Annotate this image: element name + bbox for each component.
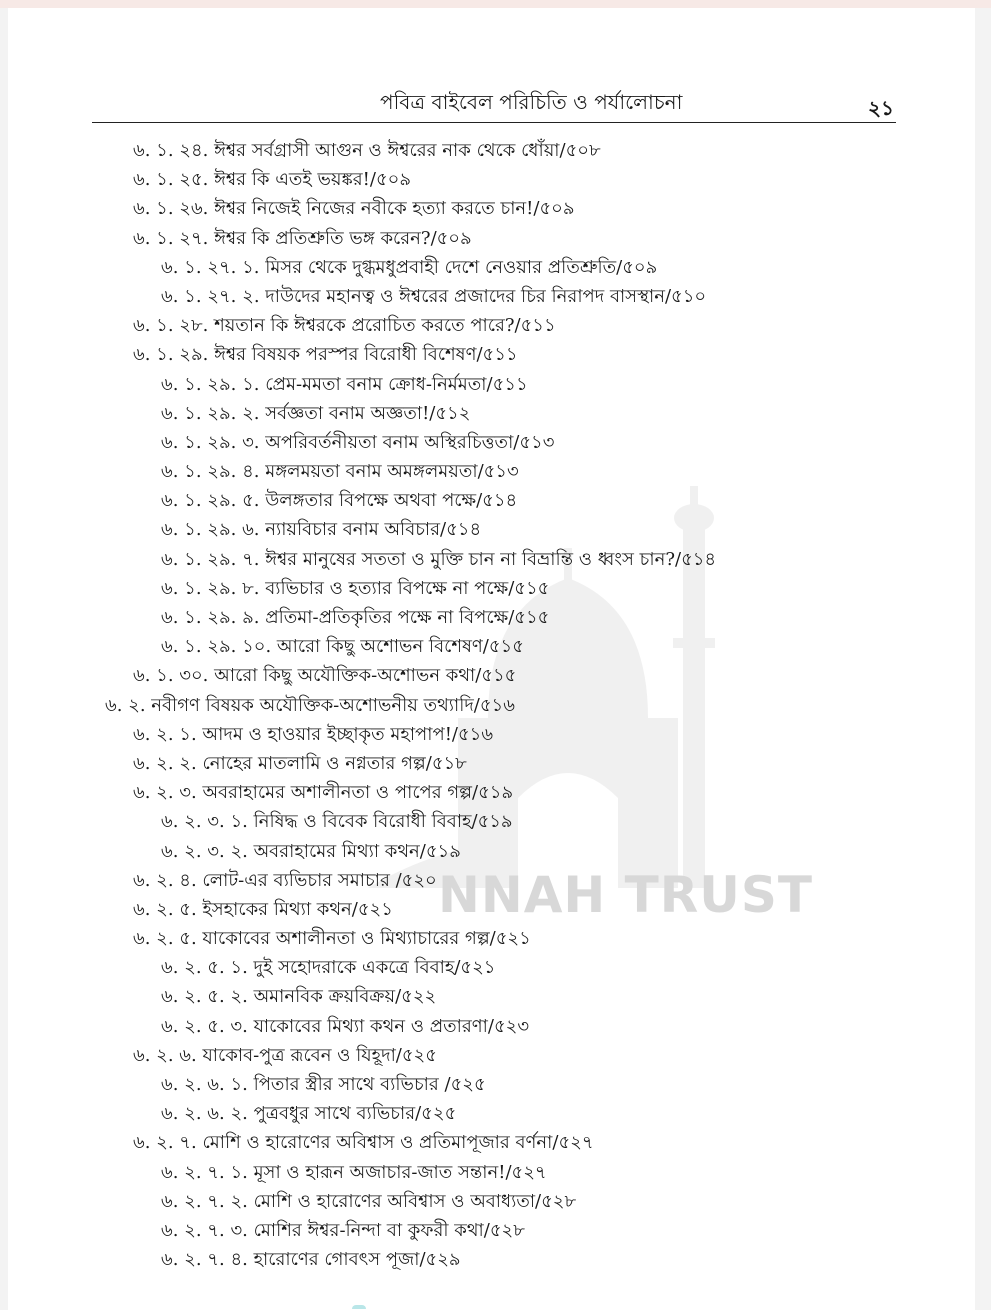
toc-entry: ৬. ১. ২৯. ৪. মঙ্গলময়তা বনাম অমঙ্গলময়তা/৫১৩ (161, 461, 519, 483)
toc-entry: ৬. ১. ২৯. ৬. ন্যায়বিচার বনাম অবিচার/৫১৪ (161, 519, 482, 541)
toc-entry: ৬. ১. ২৯. ৭. ঈশ্বর মানুষের সততা ও মুক্তি চান না বিভ্রান্তি ও ধ্বংস চান?/৫১৪ (161, 548, 717, 570)
page-header (92, 86, 896, 123)
toc-entry: ৬. ১. ২৯. ঈশ্বর বিষয়ক পরস্পর বিরোধী বিশেষণ/৫১১ (133, 344, 518, 366)
toc-entry: ৬. ১. ২৯. ৮. ব্যভিচার ও হত্যার বিপক্ষে না পক্ষে/৫১৫ (161, 577, 550, 599)
running-title: পবিত্র বাইবেল পরিচিতি ও পর্যালোচনা (380, 90, 683, 114)
toc-entry: ৬. ২. ৩. ১. নিষিদ্ধ ও বিবেক বিরোধী বিবাহ/৫১৯ (161, 811, 513, 833)
toc-entry: ৬. ১. ২৯. ৩. অপরিবর্তনীয়তা বনাম অস্থিরচিত্ততা/৫১৩ (161, 431, 555, 453)
toc-entry: ৬. ২. ৫. ১. দুই সহোদরাকে একত্রে বিবাহ/৫২১ (161, 957, 496, 979)
toc-entry: ৬. ২. ১. আদম ও হাওয়ার ইচ্ছাকৃত মহাপাপ!/৫১৬ (133, 723, 494, 745)
toc-entry: ৬. ১. ২৭. ঈশ্বর কি প্রতিশ্রুতি ভঙ্গ করেন?/৫০৯ (133, 227, 472, 249)
toc-entry: ৬. ১. ২৫. ঈশ্বর কি এতই ভয়ঙ্কর!/৫০৯ (133, 169, 412, 191)
toc-entry: ৬. ২. ৭. মোশি ও হারোণের অবিশ্বাস ও প্রতিমাপূজার বর্ণনা/৫২৭ (133, 1132, 594, 1154)
toc-entry: ৬. ১. ৩০. আরো কিছু অযৌক্তিক-অশোভন কথা/৫১৫ (133, 665, 517, 687)
toc-entry: ৬. ১. ২৯. ৯. প্রতিমা-প্রতিকৃতির পক্ষে না বিপক্ষে/৫১৫ (161, 607, 550, 628)
toc-entry: ৬. ১. ২৬. ঈশ্বর নিজেই নিজের নবীকে হত্যা করতে চান!/৫০৯ (133, 198, 575, 220)
toc-entry: ৬. ২. ৭. ৪. হারোণের গোবৎস পূজা/৫২৯ (161, 1249, 461, 1271)
toc-entry: ৬. ২. ৭. ১. মূসা ও হারূন অজাচার-জাত সন্তান!/৫২৭ (161, 1161, 547, 1183)
toc-entry: ৬. ১. ২৭. ২. দাউদের মহানত্ব ও ঈশ্বরের প্রজাদের চির নিরাপদ বাসস্থান/৫১০ (161, 285, 707, 307)
toc-entry: ৬. ২. ৫. ৩. যাকোবের মিথ্যা কথন ও প্রতারণা/৫২৩ (161, 1015, 530, 1037)
toc-entry: ৬. ১. ২৯. ৫. উলঙ্গতার বিপক্ষে অথবা পক্ষে/৫১৪ (161, 490, 518, 512)
toc-entry: ৬. ২. ৫. যাকোবের অশালীনতা ও মিথ্যাচারের গল্প/৫২১ (133, 928, 531, 950)
watermark-text: NNAH TRUST (438, 866, 813, 924)
toc-entry: ৬. ২. ৬. যাকোব-পুত্র রূবেন ও যিহূদা/৫২৫ (133, 1044, 437, 1066)
document-page (8, 8, 975, 1310)
toc-entry: ৬. ১. ২৮. শয়তান কি ঈশ্বরকে প্ররোচিত করতে পারে?/৫১১ (133, 315, 556, 337)
toc-entry: ৬. ২. ৩. ২. অবরাহামের মিথ্যা কথন/৫১৯ (161, 840, 461, 862)
toc-entry: ৬. ২. ৬. ২. পুত্রবধুর সাথে ব্যভিচার/৫২৫ (161, 1103, 457, 1125)
toc-entry: ৬. ১. ২৪. ঈশ্বর সর্বগ্রাসী আগুন ও ঈশ্বরের নাক থেকে ধোঁয়া/৫০৮ (133, 140, 601, 161)
table-of-contents (8, 136, 975, 1274)
toc-entry: ৬. ২. ৫. ২. অমানবিক ক্রয়বিক্রয়/৫২২ (161, 986, 437, 1008)
toc-entry: ৬. ২. ৭. ৩. মোশির ঈশ্বর-নিন্দা বা কুফরী কথা/৫২৮ (161, 1219, 525, 1241)
toc-entry: ৬. ২. ২. নোহের মাতলামি ও নগ্নতার গল্প/৫১৮ (133, 752, 467, 774)
toc-entry: ৬. ১. ২৯. ২. সর্বজ্ঞতা বনাম অজ্ঞতা!/৫১২ (161, 402, 471, 424)
toc-entry: ৬. ১. ২৯. ১. প্রেম-মমতা বনাম ক্রোধ-নির্মমতা/৫১১ (161, 373, 528, 395)
toc-entry: ৬. ১. ২৯. ১০. আরো কিছু অশোভন বিশেষণ/৫১৫ (161, 636, 524, 658)
toc-entry: ৬. ২. ৩. অবরাহামের অশালীনতা ও পাপের গল্প/৫১৯ (133, 782, 514, 804)
page-number: ২১ (868, 96, 894, 120)
toc-entry: ৬. ১. ২৭. ১. মিসর থেকে দুগ্ধমধুপ্রবাহী দেশে নেওয়ার প্রতিশ্রুতি/৫০৯ (161, 256, 658, 278)
scroll-indicator (352, 1305, 366, 1309)
toc-entry: ৬. ২. ৫. ইসহাকের মিথ্যা কথন/৫২১ (133, 898, 393, 920)
toc-entry: ৬. ২. ৭. ২. মোশি ও হারোণের অবিশ্বাস ও অবাধ্যতা/৫২৮ (161, 1190, 577, 1212)
toc-entry: ৬. ২. ৬. ১. পিতার স্ত্রীর সাথে ব্যভিচার /৫২৫ (161, 1074, 486, 1095)
toc-entry: ৬. ২. ৪. লোট-এর ব্যভিচার সমাচার /৫২০ (133, 869, 437, 891)
toc-entry: ৬. ২. নবীগণ বিষয়ক অযৌক্তিক-অশোভনীয় তথ্যাদি/৫১৬ (105, 694, 515, 716)
top-edge-bar (0, 0, 991, 8)
